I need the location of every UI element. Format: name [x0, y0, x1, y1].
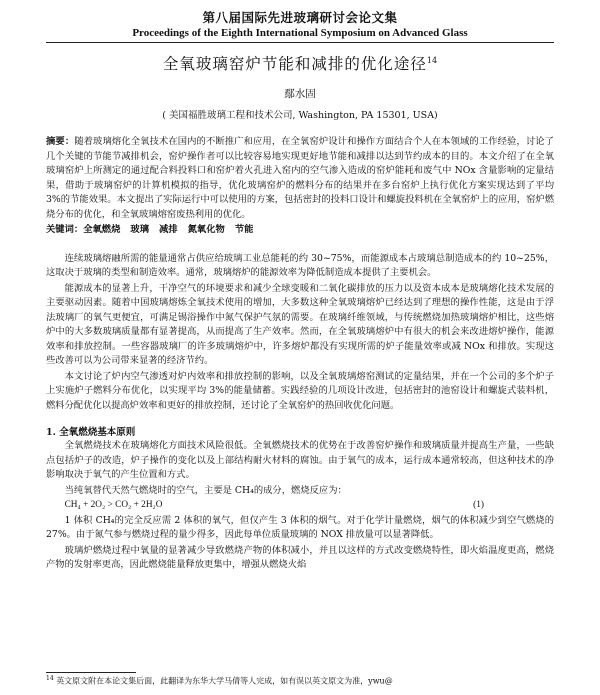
- equation-text: CH₄ + 2O₂ > CO₂ + 2H₂O: [64, 500, 163, 510]
- equation-number: (1): [473, 500, 484, 510]
- paper-title-text: 全氧玻璃窑炉节能和减排的优化途径: [162, 55, 427, 73]
- footnote-rule: [46, 672, 136, 673]
- intro-paragraph-1: 连续玻璃熔融所需的能量通常占供应给玻璃工业总能耗的约 30~75%，而能源成本占玻璃总制造成本的约 10~25%，这取决于玻璃的类型和制造效率。通常，玻璃熔炉的能源效率为降低制造成本提供了主要机会。: [46, 252, 554, 278]
- keyword-item: 减排: [159, 224, 178, 235]
- footnote-text: 英文原文附在本论文集后面，此翻译为东华大学马倩等人完成，如有误以英文原文为准，ywu@: [56, 676, 393, 686]
- keywords-label: 关键词：: [46, 224, 84, 235]
- title-footnote-mark: 14: [426, 55, 438, 65]
- author-affiliation: ( 美国福胜玻璃工程和技术公司, Washington, PA 15301, USA): [162, 110, 438, 121]
- keyword-item: 玻璃: [130, 224, 150, 235]
- abstract: [46, 135, 554, 222]
- proceedings-title-en: Proceedings of the Eighth International Symposium on Advanced Glass: [132, 27, 468, 39]
- keyword-item: 全氧燃烧: [83, 224, 121, 235]
- paper-title: [46, 52, 554, 74]
- footnote: [46, 675, 556, 687]
- keyword-item: 节能: [234, 224, 254, 235]
- section1-paragraph-1: 全氧燃烧技术在玻璃熔化方面技术风险很低。全氧燃烧技术的优势在于改善窑炉操作和玻璃质量并提高生产量，一些缺点包括炉子的改造，炉子操作的变化以及上部结构耐火材料的腐蚀。由于氧气的成本，运行成本通常较高，但这种技术的净影响取决于氧气的产生位置和方式。: [46, 440, 554, 480]
- section1-paragraph-3: 1 体积 CH₄的完全反应需 2 体积的氧气，但仅产生 3 体积的烟气。对于化学计量燃烧，烟气的体积减少到空气燃烧的 27%。由于氮气参与燃烧过程的量少得多，因此每单位质量玻璃的 NOX 排放量可以显著降低。: [46, 514, 554, 540]
- abstract-label: 摘要：: [46, 136, 75, 147]
- keyword-item: 氮氧化物: [187, 224, 225, 235]
- proceedings-title-cn: 第八届国际先进玻璃研讨会论文集: [202, 10, 398, 25]
- author-name: 鄢水固: [284, 88, 316, 100]
- equation-1: [46, 498, 554, 513]
- section-heading-1: 1. 全氧燃烧基本原则: [46, 427, 136, 438]
- intro-paragraph-2: 能源成本的显著上升，干净空气的环境要求和减少全球变暖和二氧化碳排放的压力以及资本成本是玻璃熔化技术发展的主要驱动因素。随着中国玻璃熔炼全氧技术使用的增加，大多数这种全氧玻璃熔炉已经达到了理想的操作性能，这是由于浮法玻璃厂的氧气更便宜，可满足锡浴操作中氮气保护气氛的需要。在玻璃纤维领域，与传统燃烧加热玻璃熔炉相比，这些熔炉中的大多数玻璃质量都有显著提高，从而提高了生产效率。然而，在全氧玻璃熔炉中有很大的机会来改进熔炉操作，能源效率和排放控制。一些容器玻璃厂的许多玻璃熔炉中，许多熔炉都没有实现所需的炉子能量效率或减 NOx 和排放。实现这些改善可以为公司带来显著的经济节约。: [46, 282, 554, 366]
- section1-paragraph-2: 当纯氧替代天然气燃烧时的空气，主要是 CH₄的成分，燃烧反应为：: [64, 484, 347, 496]
- section1-paragraph-4: 玻璃炉燃烧过程中氧量的显著减少导致燃烧产物的体积减小，并且以这样的方式改变燃烧特性，即火焰温度更高，燃烧产物的发射率更高，因此燃烧能量释放更集中，增强从燃烧火焰: [46, 544, 554, 570]
- intro-paragraph-3: 本文讨论了炉内空气渗透对炉内效率和排放控制的影响，以及全氧玻璃熔窑测试的定量结果，并在一个公司的多个炉子上实施炉子燃料分布优化，以实现平均 3%的能量储蓄。实践经验的几项设计改进，包括密封的池窑设计和螺旋式装料机，燃料分配优化以提高炉效率和更好的排放控制，还讨论了全氧窑炉的热回收优化问题。: [46, 370, 554, 411]
- footnote-mark: 14: [46, 675, 54, 682]
- header-rule: [46, 42, 554, 43]
- abstract-text: 随着玻璃熔化全氧技术在国内的不断推广和应用，在全氧窑炉设计和操作方面结合个人在本领域的工作经验，讨论了几个关键的节能节减排机会，窑炉操作者可以比较容易地实现更好地节能和减排以达到节约成本的目的。本文介绍了在全氧玻璃窑炉上所测定的通过配合料投料口和窑炉着火孔进入窑内的空气渗入造成的窑炉能耗和废气中 NOx 含量影响的定量结果，借助于玻璃窑炉的计算机模拟的指导，优化玻璃窑炉的燃料分布的结果并在多台窑炉上执行优化方案实现达到了平均 3%的节能效果。本文提出了实际运行中可以使用的方案，包括密封的投料口设计和螺旋投料机在全氧窑炉上的应用，窑炉燃烧分布的优化，和全氧玻璃熔窑废热利用的优化。: [46, 136, 554, 220]
- keywords: [46, 223, 554, 238]
